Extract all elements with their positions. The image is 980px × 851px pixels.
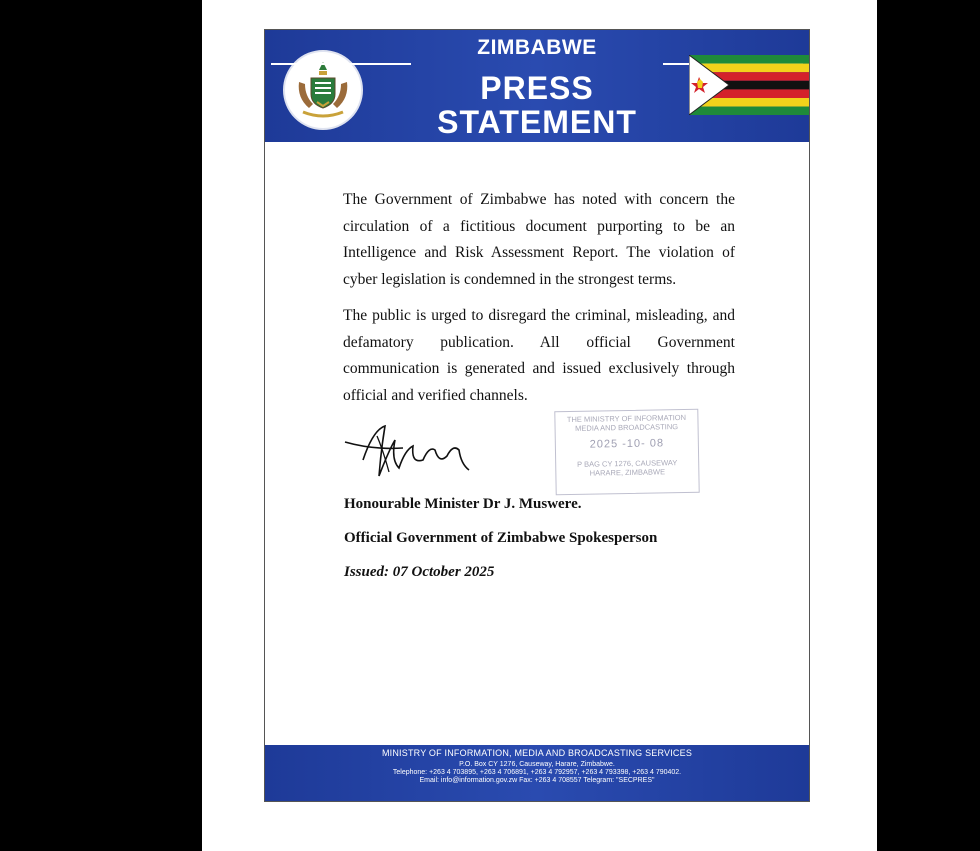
zimbabwe-flag-icon: [689, 55, 809, 115]
footer-telephone: Telephone: +263 4 703895, +263 4 706891, +263 4 792957, +263 4 793398, +263 4 790402.: [392, 769, 682, 776]
statement-header: [265, 30, 809, 142]
stamp-line-4: HARARE, ZIMBABWE: [589, 467, 666, 478]
spokesperson-title: Official Government of Zimbabwe Spokesperson: [344, 530, 658, 546]
footer-ministry: MINISTRY OF INFORMATION, MEDIA AND BROADCASTING SERVICES: [381, 748, 693, 758]
title-press: PRESS: [480, 70, 594, 106]
statement-footer: [265, 745, 809, 801]
stamp-line-3: P BAG CY 1276, CAUSEWAY: [577, 458, 678, 469]
header-rule-left: [271, 63, 411, 65]
footer-address: P.O. Box CY 1276, Causeway, Harare, Zimbabwe.: [459, 761, 615, 768]
body-paragraph-1: The Government of Zimbabwe has noted with concern the circulation of a fictitious document purporting to be an Intelligence and Risk Assessment Report. The violation of cyber legislation is condemned in the strongest terms.: [343, 191, 735, 288]
ministry-stamp: [554, 409, 699, 496]
body-paragraph-2: The public is urged to disregard the criminal, misleading, and defamatory publication. All official Government communication is generated and issued exclusively through official and verified channels.: [343, 307, 735, 404]
minister-name: Honourable Minister Dr J. Muswere.: [344, 496, 582, 512]
footer-contact: Email: info@information.gov.zw Fax: +263 4 708557 Telegram: "SECPRES": [419, 777, 655, 784]
issue-date: Issued: 07 October 2025: [344, 564, 495, 580]
stamp-line-1: THE MINISTRY OF INFORMATION: [566, 412, 687, 425]
press-statement: [264, 29, 810, 802]
signature: [343, 420, 523, 480]
title-statement: STATEMENT: [437, 104, 637, 140]
stamp-date: 2025 -10- 08: [589, 437, 665, 451]
country-name: ZIMBABWE: [477, 36, 597, 59]
stamp-line-2: MEDIA AND BROADCASTING: [575, 422, 679, 433]
